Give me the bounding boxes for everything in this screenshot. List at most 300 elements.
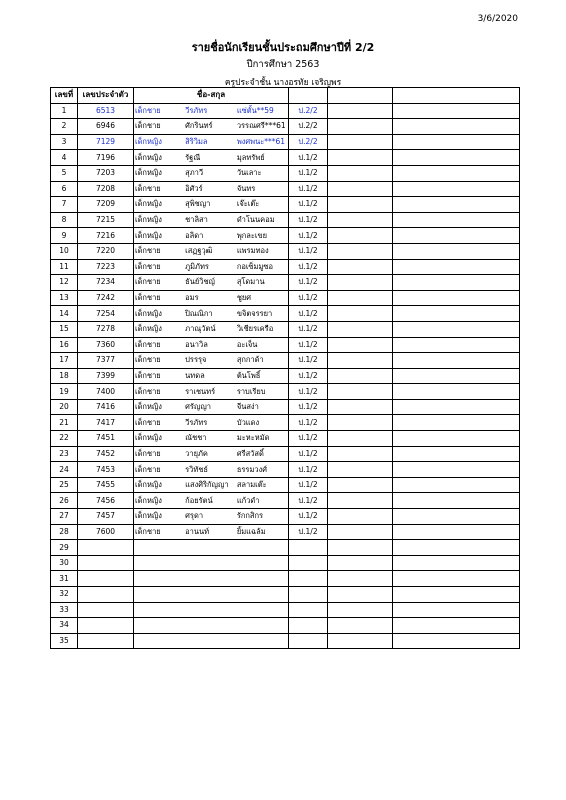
cell-extra-2 — [393, 337, 520, 353]
cell-no: 10 — [51, 243, 78, 259]
cell-prefix — [134, 587, 186, 603]
table-row — [51, 446, 520, 462]
roster-body — [51, 103, 520, 649]
cell-extra-1 — [328, 555, 393, 571]
cell-no: 19 — [51, 384, 78, 400]
cell-class: ป.1/2 — [289, 509, 328, 525]
cell-no: 12 — [51, 275, 78, 291]
cell-prefix: เด็กหญิง — [134, 509, 186, 525]
cell-class — [289, 602, 328, 618]
table-row — [51, 290, 520, 306]
cell-no: 31 — [51, 571, 78, 587]
table-row — [51, 431, 520, 447]
table-row — [51, 243, 520, 259]
cell-extra-2 — [393, 431, 520, 447]
cell-extra-1 — [328, 399, 393, 415]
cell-extra-2 — [393, 477, 520, 493]
cell-no: 20 — [51, 399, 78, 415]
table-row — [51, 134, 520, 150]
cell-class: ป.1/2 — [289, 431, 328, 447]
cell-student-id: 7215 — [78, 212, 134, 228]
academic-year: ปีการศึกษา 2563 — [246, 59, 320, 70]
cell-extra-2 — [393, 103, 520, 119]
table-row — [51, 524, 520, 540]
cell-extra-1 — [328, 306, 393, 322]
cell-extra-2 — [393, 134, 520, 150]
cell-extra-2 — [393, 165, 520, 181]
cell-extra-2 — [393, 368, 520, 384]
page-title: รายชื่อนักเรียนชั้นประถมศึกษาปีที่ 2/2 — [191, 41, 375, 54]
cell-last-name: จีนสง่า — [237, 399, 289, 415]
cell-prefix: เด็กหญิง — [134, 150, 186, 166]
cell-prefix: เด็กชาย — [134, 243, 186, 259]
cell-prefix: เด็กหญิง — [134, 165, 186, 181]
cell-student-id: 7453 — [78, 462, 134, 478]
cell-student-id: 7417 — [78, 415, 134, 431]
cell-first-name: ศรุดา — [185, 509, 237, 525]
cell-first-name: ศรัญญา — [185, 399, 237, 415]
cell-last-name — [237, 633, 289, 649]
cell-class: ป.1/2 — [289, 446, 328, 462]
cell-last-name: ต้นโพธิ์ — [237, 368, 289, 384]
cell-no: 9 — [51, 228, 78, 244]
cell-last-name: ชูยศ — [237, 290, 289, 306]
cell-last-name — [237, 555, 289, 571]
cell-class — [289, 555, 328, 571]
cell-no: 5 — [51, 165, 78, 181]
cell-prefix: เด็กชาย — [134, 181, 186, 197]
cell-first-name: สุภาวี — [185, 165, 237, 181]
table-row — [51, 306, 520, 322]
cell-extra-1 — [328, 103, 393, 119]
cell-class — [289, 540, 328, 556]
cell-student-id: 7360 — [78, 337, 134, 353]
cell-student-id: 6513 — [78, 103, 134, 119]
cell-prefix — [134, 633, 186, 649]
cell-extra-1 — [328, 368, 393, 384]
table-row — [51, 368, 520, 384]
cell-student-id: 7129 — [78, 134, 134, 150]
cell-first-name: วายุภัค — [185, 446, 237, 462]
cell-extra-1 — [328, 446, 393, 462]
cell-no: 32 — [51, 587, 78, 603]
cell-first-name — [185, 540, 237, 556]
cell-first-name: รวิทัชธ์ — [185, 462, 237, 478]
cell-no: 34 — [51, 618, 78, 634]
cell-student-id: 7399 — [78, 368, 134, 384]
cell-last-name: ดำโนนคอม — [237, 212, 289, 228]
cell-student-id: 7242 — [78, 290, 134, 306]
cell-first-name — [185, 587, 237, 603]
cell-last-name: สุกกาด้า — [237, 353, 289, 369]
table-row — [51, 462, 520, 478]
cell-first-name: วีรภัทร — [185, 415, 237, 431]
cell-prefix — [134, 555, 186, 571]
homeroom-teacher: ครูประจำชั้น นางอรทัย เจริญพร — [224, 78, 342, 88]
cell-extra-2 — [393, 243, 520, 259]
cell-first-name: ราเชนทร์ — [185, 384, 237, 400]
cell-last-name — [237, 587, 289, 603]
cell-last-name: มะหะหมัด — [237, 431, 289, 447]
cell-class: ป.1/2 — [289, 337, 328, 353]
cell-last-name: มุลทรัพย์ — [237, 150, 289, 166]
cell-class: ป.1/2 — [289, 477, 328, 493]
student-roster-table — [50, 87, 520, 649]
cell-class: ป.1/2 — [289, 368, 328, 384]
cell-extra-1 — [328, 337, 393, 353]
cell-extra-1 — [328, 181, 393, 197]
cell-extra-2 — [393, 321, 520, 337]
cell-extra-1 — [328, 150, 393, 166]
cell-student-id: 7196 — [78, 150, 134, 166]
cell-extra-2 — [393, 446, 520, 462]
cell-extra-1 — [328, 571, 393, 587]
cell-no: 7 — [51, 197, 78, 213]
cell-extra-1 — [328, 633, 393, 649]
table-row — [51, 212, 520, 228]
cell-class: ป.1/2 — [289, 462, 328, 478]
cell-first-name: เสฏฐวุฒิ — [185, 243, 237, 259]
cell-first-name: อานนท์ — [185, 524, 237, 540]
cell-extra-2 — [393, 384, 520, 400]
table-row — [51, 540, 520, 556]
table-row — [51, 197, 520, 213]
cell-last-name: สลามเต๊ะ — [237, 477, 289, 493]
cell-first-name: ปรรรุจ — [185, 353, 237, 369]
cell-first-name — [185, 618, 237, 634]
table-row — [51, 477, 520, 493]
cell-extra-1 — [328, 602, 393, 618]
cell-last-name: แพรมทอง — [237, 243, 289, 259]
cell-first-name: แสงศิริกัญญา — [185, 477, 237, 493]
cell-last-name — [237, 618, 289, 634]
cell-extra-1 — [328, 477, 393, 493]
cell-student-id: 7377 — [78, 353, 134, 369]
cell-student-id: 7400 — [78, 384, 134, 400]
cell-no: 13 — [51, 290, 78, 306]
cell-class: ป.1/2 — [289, 493, 328, 509]
cell-student-id: 7209 — [78, 197, 134, 213]
cell-prefix: เด็กชาย — [134, 524, 186, 540]
cell-first-name: ณัชชา — [185, 431, 237, 447]
cell-class: ป.1/2 — [289, 290, 328, 306]
table-row — [51, 103, 520, 119]
cell-first-name — [185, 602, 237, 618]
cell-first-name: สุพิชญา — [185, 197, 237, 213]
cell-last-name: บัวแดง — [237, 415, 289, 431]
cell-class: ป.1/2 — [289, 150, 328, 166]
cell-prefix: เด็กหญิง — [134, 431, 186, 447]
cell-extra-1 — [328, 197, 393, 213]
table-row — [51, 555, 520, 571]
cell-extra-1 — [328, 540, 393, 556]
cell-extra-2 — [393, 618, 520, 634]
cell-first-name: วีรภัทร — [185, 103, 237, 119]
cell-no: 23 — [51, 446, 78, 462]
cell-class: ป.2/2 — [289, 134, 328, 150]
cell-student-id: 7203 — [78, 165, 134, 181]
cell-extra-1 — [328, 321, 393, 337]
table-row — [51, 259, 520, 275]
cell-prefix: เด็กชาย — [134, 353, 186, 369]
cell-no: 11 — [51, 259, 78, 275]
cell-extra-2 — [393, 462, 520, 478]
cell-prefix: เด็กหญิง — [134, 197, 186, 213]
cell-first-name: ชาลิสา — [185, 212, 237, 228]
table-row — [51, 353, 520, 369]
table-row — [51, 493, 520, 509]
cell-extra-2 — [393, 493, 520, 509]
cell-no: 6 — [51, 181, 78, 197]
cell-class — [289, 587, 328, 603]
cell-student-id: 7234 — [78, 275, 134, 291]
cell-last-name — [237, 540, 289, 556]
table-row — [51, 150, 520, 166]
cell-prefix: เด็กชาย — [134, 462, 186, 478]
cell-extra-2 — [393, 602, 520, 618]
cell-last-name: วรรณศรี***61 — [237, 119, 289, 135]
cell-student-id: 7600 — [78, 524, 134, 540]
cell-extra-1 — [328, 165, 393, 181]
cell-class — [289, 618, 328, 634]
table-row — [51, 321, 520, 337]
cell-prefix: เด็กชาย — [134, 446, 186, 462]
cell-no: 4 — [51, 150, 78, 166]
table-row — [51, 509, 520, 525]
table-row — [51, 415, 520, 431]
cell-no: 30 — [51, 555, 78, 571]
print-date: 3/6/2020 — [477, 14, 518, 24]
header-extra-2 — [393, 88, 520, 104]
cell-prefix: เด็กชาย — [134, 275, 186, 291]
table-row — [51, 228, 520, 244]
cell-student-id — [78, 571, 134, 587]
cell-prefix — [134, 540, 186, 556]
cell-extra-2 — [393, 587, 520, 603]
cell-student-id: 7452 — [78, 446, 134, 462]
cell-no: 2 — [51, 119, 78, 135]
cell-last-name: วันเลาะ — [237, 165, 289, 181]
cell-no: 24 — [51, 462, 78, 478]
cell-prefix: เด็กชาย — [134, 259, 186, 275]
cell-student-id: 7455 — [78, 477, 134, 493]
cell-prefix: เด็กหญิง — [134, 399, 186, 415]
cell-last-name: เจ๊ะเต๊ะ — [237, 197, 289, 213]
cell-extra-1 — [328, 524, 393, 540]
cell-extra-1 — [328, 212, 393, 228]
cell-no: 25 — [51, 477, 78, 493]
cell-no: 16 — [51, 337, 78, 353]
cell-extra-2 — [393, 571, 520, 587]
cell-first-name: ธันย์วิชญ์ — [185, 275, 237, 291]
cell-extra-2 — [393, 540, 520, 556]
cell-last-name: กอเซ็มมูซอ — [237, 259, 289, 275]
table-row — [51, 602, 520, 618]
table-row — [51, 181, 520, 197]
cell-prefix: เด็กหญิง — [134, 134, 186, 150]
cell-last-name: ยิ้มแฉล้ม — [237, 524, 289, 540]
cell-prefix: เด็กชาย — [134, 368, 186, 384]
table-header-row — [51, 88, 520, 104]
cell-extra-1 — [328, 119, 393, 135]
cell-class: ป.2/2 — [289, 119, 328, 135]
cell-student-id: 6946 — [78, 119, 134, 135]
cell-extra-2 — [393, 119, 520, 135]
cell-prefix: เด็กหญิง — [134, 212, 186, 228]
cell-no: 17 — [51, 353, 78, 369]
cell-prefix — [134, 602, 186, 618]
cell-class: ป.1/2 — [289, 353, 328, 369]
cell-extra-2 — [393, 228, 520, 244]
cell-class: ป.1/2 — [289, 524, 328, 540]
header-student-id: เลขประจำตัว — [78, 88, 134, 104]
cell-extra-2 — [393, 555, 520, 571]
cell-extra-2 — [393, 306, 520, 322]
cell-first-name: สิริวิมล — [185, 134, 237, 150]
header-class — [289, 88, 328, 104]
cell-last-name: สุโดมาน — [237, 275, 289, 291]
cell-class — [289, 571, 328, 587]
cell-first-name: อลิดา — [185, 228, 237, 244]
cell-student-id: 7416 — [78, 399, 134, 415]
cell-extra-1 — [328, 134, 393, 150]
cell-extra-2 — [393, 524, 520, 540]
cell-extra-1 — [328, 587, 393, 603]
cell-no: 15 — [51, 321, 78, 337]
cell-first-name: อนาวิล — [185, 337, 237, 353]
cell-extra-2 — [393, 259, 520, 275]
cell-extra-1 — [328, 243, 393, 259]
table-row — [51, 571, 520, 587]
cell-no: 27 — [51, 509, 78, 525]
cell-extra-1 — [328, 259, 393, 275]
cell-last-name: แก้วดำ — [237, 493, 289, 509]
cell-class: ป.1/2 — [289, 321, 328, 337]
cell-last-name: ธรรมวงศ์ — [237, 462, 289, 478]
cell-class: ป.1/2 — [289, 243, 328, 259]
cell-student-id — [78, 587, 134, 603]
cell-extra-1 — [328, 493, 393, 509]
cell-extra-1 — [328, 431, 393, 447]
cell-student-id — [78, 618, 134, 634]
cell-last-name: รักกสิกร — [237, 509, 289, 525]
cell-prefix: เด็กหญิง — [134, 321, 186, 337]
cell-extra-1 — [328, 290, 393, 306]
header-extra-1 — [328, 88, 393, 104]
cell-student-id: 7451 — [78, 431, 134, 447]
cell-no: 28 — [51, 524, 78, 540]
cell-prefix: เด็กชาย — [134, 119, 186, 135]
cell-first-name: อมร — [185, 290, 237, 306]
table-row — [51, 633, 520, 649]
cell-extra-2 — [393, 399, 520, 415]
cell-prefix: เด็กหญิง — [134, 477, 186, 493]
cell-extra-2 — [393, 353, 520, 369]
cell-prefix — [134, 618, 186, 634]
cell-no: 8 — [51, 212, 78, 228]
cell-last-name: พงศพนะ***61 — [237, 134, 289, 150]
cell-prefix: เด็กหญิง — [134, 493, 186, 509]
cell-no: 14 — [51, 306, 78, 322]
cell-class: ป.2/2 — [289, 103, 328, 119]
cell-prefix: เด็กหญิง — [134, 306, 186, 322]
cell-last-name: วิเชียรเครือ — [237, 321, 289, 337]
cell-last-name: ศรีสวัสดิ์ — [237, 446, 289, 462]
cell-first-name — [185, 633, 237, 649]
cell-extra-1 — [328, 415, 393, 431]
cell-first-name: ภูมิภัทร — [185, 259, 237, 275]
cell-last-name: จันทร — [237, 181, 289, 197]
table-row — [51, 399, 520, 415]
cell-last-name — [237, 602, 289, 618]
cell-student-id: 7216 — [78, 228, 134, 244]
cell-class: ป.1/2 — [289, 259, 328, 275]
cell-class: ป.1/2 — [289, 399, 328, 415]
cell-last-name: พุกละเขย — [237, 228, 289, 244]
cell-extra-1 — [328, 275, 393, 291]
cell-student-id: 7278 — [78, 321, 134, 337]
cell-last-name — [237, 571, 289, 587]
cell-first-name: ปิณณิกา — [185, 306, 237, 322]
cell-first-name — [185, 571, 237, 587]
table-row — [51, 337, 520, 353]
cell-prefix: เด็กชาย — [134, 337, 186, 353]
cell-class: ป.1/2 — [289, 306, 328, 322]
cell-extra-2 — [393, 633, 520, 649]
cell-class — [289, 633, 328, 649]
table-row — [51, 587, 520, 603]
cell-student-id: 7208 — [78, 181, 134, 197]
cell-extra-2 — [393, 509, 520, 525]
cell-class: ป.1/2 — [289, 181, 328, 197]
cell-prefix: เด็กชาย — [134, 384, 186, 400]
table-row — [51, 618, 520, 634]
cell-class: ป.1/2 — [289, 212, 328, 228]
cell-student-id — [78, 602, 134, 618]
cell-no: 3 — [51, 134, 78, 150]
cell-last-name: อะเจ็น — [237, 337, 289, 353]
cell-student-id: 7457 — [78, 509, 134, 525]
table-row — [51, 165, 520, 181]
cell-extra-1 — [328, 228, 393, 244]
cell-extra-2 — [393, 212, 520, 228]
cell-no: 29 — [51, 540, 78, 556]
cell-extra-1 — [328, 618, 393, 634]
cell-extra-1 — [328, 509, 393, 525]
cell-extra-2 — [393, 290, 520, 306]
cell-class: ป.1/2 — [289, 197, 328, 213]
cell-no: 1 — [51, 103, 78, 119]
cell-extra-2 — [393, 275, 520, 291]
cell-prefix — [134, 571, 186, 587]
table-row — [51, 119, 520, 135]
cell-student-id: 7254 — [78, 306, 134, 322]
cell-first-name: รัฐณี — [185, 150, 237, 166]
cell-no: 18 — [51, 368, 78, 384]
cell-extra-2 — [393, 150, 520, 166]
cell-student-id: 7220 — [78, 243, 134, 259]
cell-class: ป.1/2 — [289, 165, 328, 181]
cell-prefix: เด็กชาย — [134, 103, 186, 119]
cell-extra-2 — [393, 197, 520, 213]
cell-class: ป.1/2 — [289, 415, 328, 431]
cell-no: 21 — [51, 415, 78, 431]
cell-no: 35 — [51, 633, 78, 649]
cell-first-name: นทดล — [185, 368, 237, 384]
cell-last-name: ราบเรียบ — [237, 384, 289, 400]
cell-last-name: ขจิตจรรยา — [237, 306, 289, 322]
cell-student-id: 7223 — [78, 259, 134, 275]
